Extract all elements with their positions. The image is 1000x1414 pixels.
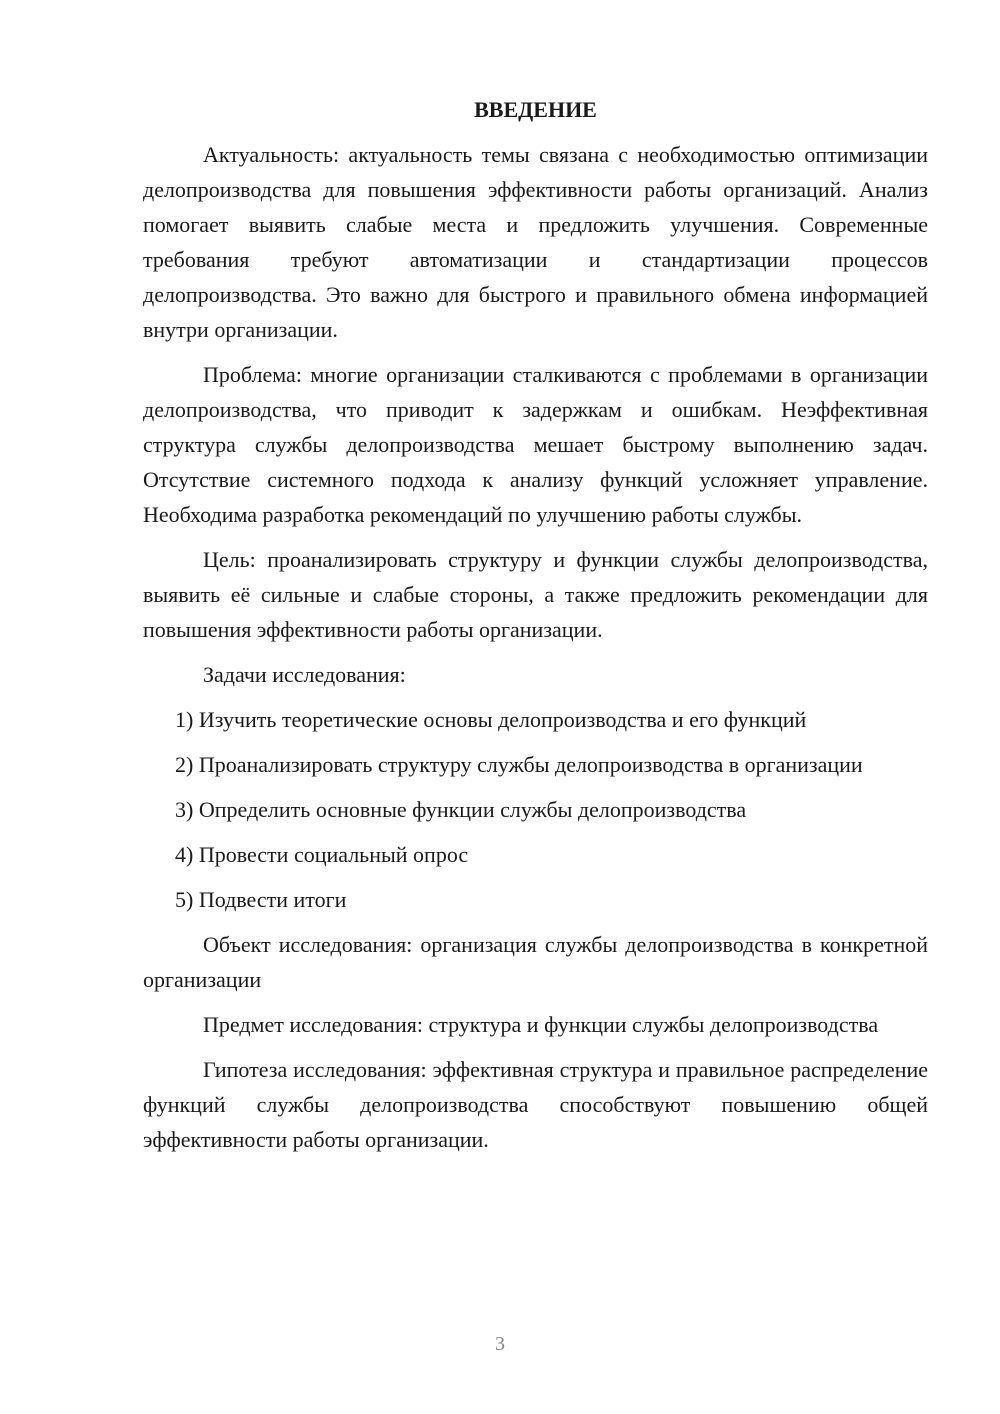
subject-paragraph: Предмет исследования: структура и функции службы делопроизводства: [203, 1012, 879, 1037]
task-item-2: 2) Проанализировать структуру службы делопроизводства в организации: [175, 752, 863, 777]
problem-paragraph: Проблема: многие организации сталкиваются с проблемами в организации делопроизводства, что приводит к задержкам и ошибкам. Неэффективная структура службы делопроизводства мешает быстрому выполнению задач. Отсутствие системного подхода к анализу функций усложняет управление. Необходима разработка рекомендаций по улучшению работы службы.: [143, 362, 928, 527]
hypothesis-paragraph: Гипотеза исследования: эффективная структура и правильное распределение функций службы делопроизводства способствуют повышению общей эффективности работы организации.: [143, 1057, 928, 1152]
task-item-5: 5) Подвести итоги: [175, 887, 347, 912]
task-item-3: 3) Определить основные функции службы делопроизводства: [175, 797, 747, 822]
document-page: [143, 95, 928, 1157]
task-item-1: 1) Изучить теоретические основы делопроизводства и его функций: [175, 707, 807, 732]
page-number: 3: [495, 1333, 505, 1355]
goal-paragraph: Цель: проанализировать структуру и функции службы делопроизводства, выявить её сильные и слабые стороны, а также предложить рекомендации для повышения эффективности работы организации.: [143, 547, 928, 642]
tasks-heading: Задачи исследования:: [203, 662, 406, 687]
relevance-paragraph: Актуальность: актуальность темы связана с необходимостью оптимизации делопроизводства для повышения эффективности работы организаций. Анализ помогает выявить слабые места и предложить улучшения. Современные требования требуют автоматизации и стандартизации процессов делопроизводства. Это важно для быстрого и правильного обмена информацией внутри организации.: [143, 142, 928, 342]
object-paragraph: Объект исследования: организация службы делопроизводства в конкретной организации: [143, 932, 928, 992]
task-item-4: 4) Провести социальный опрос: [175, 842, 469, 867]
page-title: ВВЕДЕНИЕ: [474, 97, 597, 122]
